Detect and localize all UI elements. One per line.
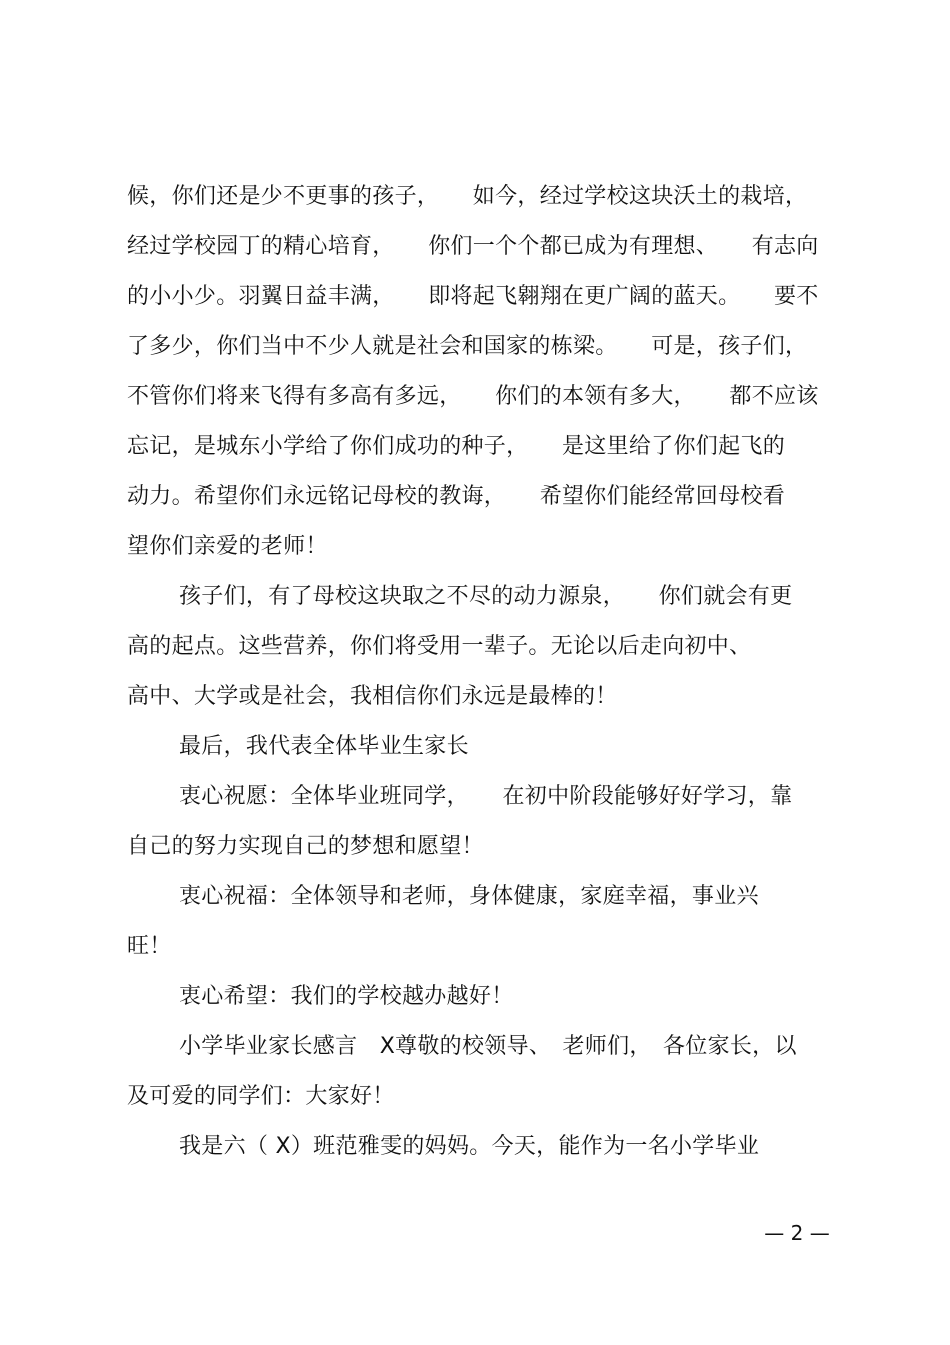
- paragraph-start-line: 我是六（ X）班范雅雯的妈妈。今天，能作为一名小学毕业: [179, 1134, 760, 1159]
- paragraph-start-line: 最后，我代表全体毕业生家长: [179, 734, 469, 759]
- text-line: 忘记，是城东小学给了你们成功的种子， 是这里给了你们起飞的: [127, 434, 786, 459]
- body-text: [127, 172, 847, 1172]
- paragraph-start-line: 孩子们，有了母校这块取之不尽的动力源泉， 你们就会有更: [179, 584, 793, 609]
- text-line: 高中、大学或是社会，我相信你们永远是最棒的！: [127, 684, 618, 709]
- paragraph-start-line: 衷心祝愿：全体毕业班同学， 在初中阶段能够好好学习，靠: [179, 784, 793, 809]
- text-line: 了多少，你们当中不少人就是社会和国家的栋梁。 可是，孩子们，: [127, 334, 808, 359]
- text-line: 及可爱的同学们：大家好！: [127, 1084, 395, 1109]
- paragraph-start-line: 小学毕业家长感言 X尊敬的校领导、 老师们， 各位家长，以: [179, 1034, 797, 1059]
- paragraph-start-line: 衷心希望：我们的学校越办越好！: [179, 984, 514, 1009]
- text-line: 候，你们还是少不更事的孩子， 如今，经过学校这块沃土的栽培，: [127, 184, 808, 209]
- text-line: 高的起点。这些营养，你们将受用一辈子。无论以后走向初中、: [127, 634, 752, 659]
- paragraph-start-line: 衷心祝福：全体领导和老师，身体健康，家庭幸福，事业兴: [179, 884, 759, 909]
- text-line: 不管你们将来飞得有多高有多远， 你们的本领有多大， 都不应该: [127, 384, 819, 409]
- text-line: 的小小少。羽翼日益丰满， 即将起飞翱翔在更广阔的蓝天。 要不: [127, 284, 819, 309]
- text-line: 经过学校园丁的精心培育， 你们一个个都已成为有理想、 有志向: [127, 234, 819, 259]
- page-number: — 2 —: [764, 1221, 830, 1245]
- text-line: 自己的努力实现自己的梦想和愿望！: [127, 834, 484, 859]
- text-line: 动力。希望你们永远铭记母校的教诲， 希望你们能经常回母校看: [127, 484, 786, 509]
- text-line: 望你们亲爱的老师！: [127, 534, 328, 559]
- text-line: 旺！: [127, 934, 172, 959]
